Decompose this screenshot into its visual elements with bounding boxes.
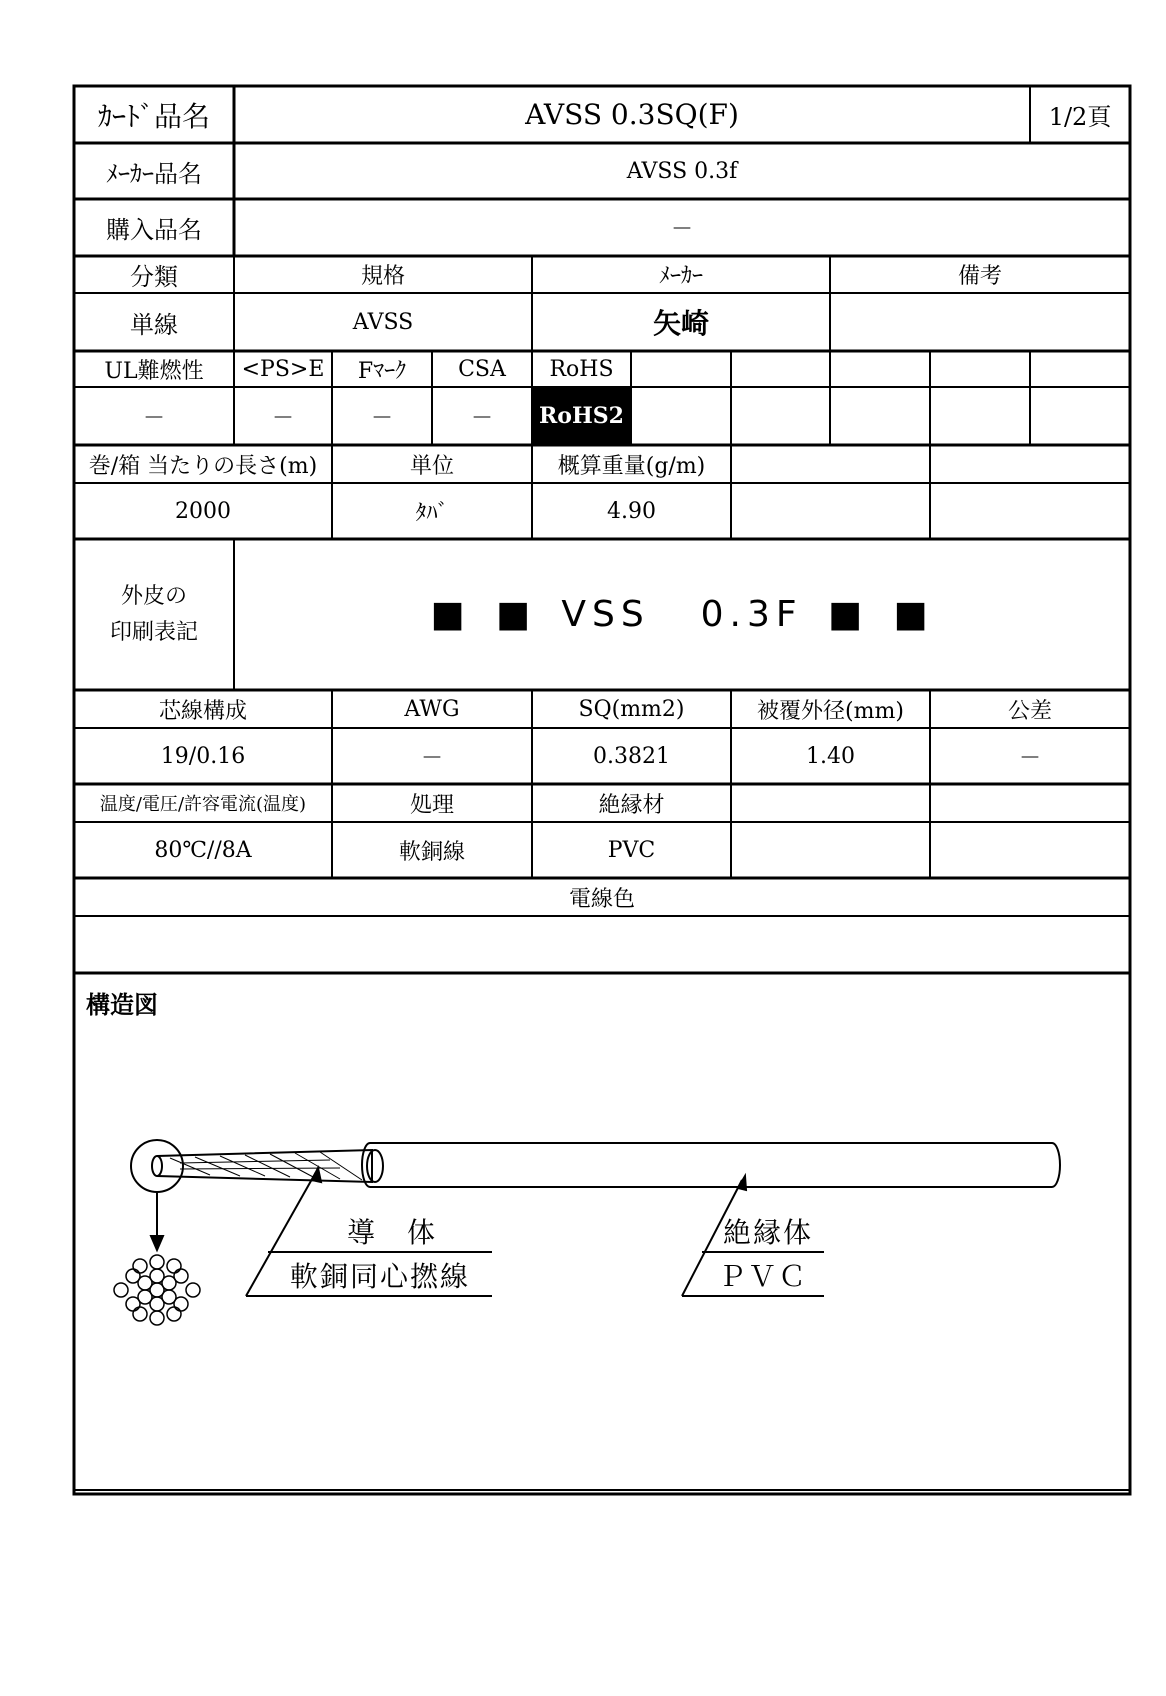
csa-header: CSA (458, 356, 506, 382)
classification-value: 単線 (130, 310, 178, 339)
rating-header: 温度/電圧/許容電流(温度) (99, 794, 307, 815)
awg-value: － (420, 745, 443, 771)
rohs-header: RoHS (549, 356, 614, 382)
remarks-header: 備考 (957, 264, 1002, 289)
pse-value: － (271, 405, 294, 431)
card-name-value: AVSS 0.3SQ(F) (525, 98, 739, 131)
cross-section-strands (114, 1255, 200, 1325)
length-per-reel-header: 巻/箱 当たりの長さ(m) (88, 453, 318, 479)
insulation-value: PVC (607, 837, 656, 863)
sq-header: SQ(mm2) (578, 696, 685, 722)
conductor-description: 軟銅同心撚線 (289, 1260, 470, 1293)
magnifier-circle (131, 1140, 183, 1192)
rohs2-badge: RoHS2 (533, 388, 630, 444)
treatment-header: 処理 (409, 792, 454, 818)
magnifier-arrow-head (151, 1236, 163, 1250)
wire-color-header: 電線色 (568, 886, 635, 912)
rating-value: 80℃//8A (154, 837, 252, 863)
core-construction-value: 19/0.16 (160, 743, 246, 769)
conductor-end (152, 1156, 162, 1176)
conductor-insulator-joint (367, 1150, 383, 1182)
card-name-label: ｶｰﾄﾞ品名 (97, 99, 210, 133)
insulator-label: 絶縁体 (722, 1216, 813, 1249)
ul-flame-value: － (142, 405, 165, 431)
insulation-jacket (362, 1143, 1060, 1187)
pse-header: <PS>E (241, 356, 325, 382)
f-mark-header: Fﾏｰｸ (357, 358, 407, 384)
print-marking-label-line2: 印刷表記 (109, 619, 198, 645)
length-per-reel-value: 2000 (175, 498, 231, 524)
outer-diameter-header: 被覆外径(mm) (757, 698, 904, 724)
maker-name-value: AVSS 0.3f (626, 158, 738, 184)
conductor-label: 導 体 (346, 1216, 437, 1249)
maker-value: 矢崎 (652, 307, 709, 340)
insulator-description: ＰＶＣ (717, 1260, 808, 1293)
outer-diameter-value: 1.40 (806, 743, 855, 769)
page-number: 1/2頁 (1048, 103, 1112, 131)
tolerance-header: 公差 (1007, 698, 1052, 724)
sq-value: 0.3821 (593, 743, 670, 769)
maker-name-label: ﾒｰｶｰ品名 (106, 159, 202, 188)
core-construction-header: 芯線構成 (158, 698, 247, 724)
f-mark-value: － (370, 405, 393, 431)
maker-header: ﾒｰｶｰ (658, 264, 703, 289)
weight-value: 4.90 (607, 498, 656, 524)
structure-title: 構造図 (86, 990, 158, 1019)
standard-value: AVSS (352, 309, 414, 335)
treatment-value: 軟銅線 (398, 839, 465, 865)
insulation-header: 絶縁材 (598, 792, 665, 818)
unit-header: 単位 (409, 453, 454, 479)
purchase-name-label: 購入品名 (106, 216, 202, 244)
conductor-strands (170, 1152, 362, 1180)
tolerance-value: － (1018, 745, 1041, 771)
print-marking-label-line1: 外皮の (120, 583, 187, 609)
weight-header: 概算重量(g/m) (557, 453, 706, 479)
print-marking-value: ■ ■ VSS 0.3F ■ ■ (430, 594, 934, 635)
standard-header: 規格 (360, 264, 405, 289)
awg-header: AWG (404, 696, 460, 722)
purchase-name-value: － (670, 217, 693, 242)
classification-header: 分類 (130, 263, 178, 291)
unit-value: ﾀﾊﾞ (415, 500, 449, 526)
insulator-leader-arrow (738, 1176, 746, 1190)
csa-value: － (470, 405, 493, 431)
ul-flame-header: UL難燃性 (104, 358, 204, 384)
